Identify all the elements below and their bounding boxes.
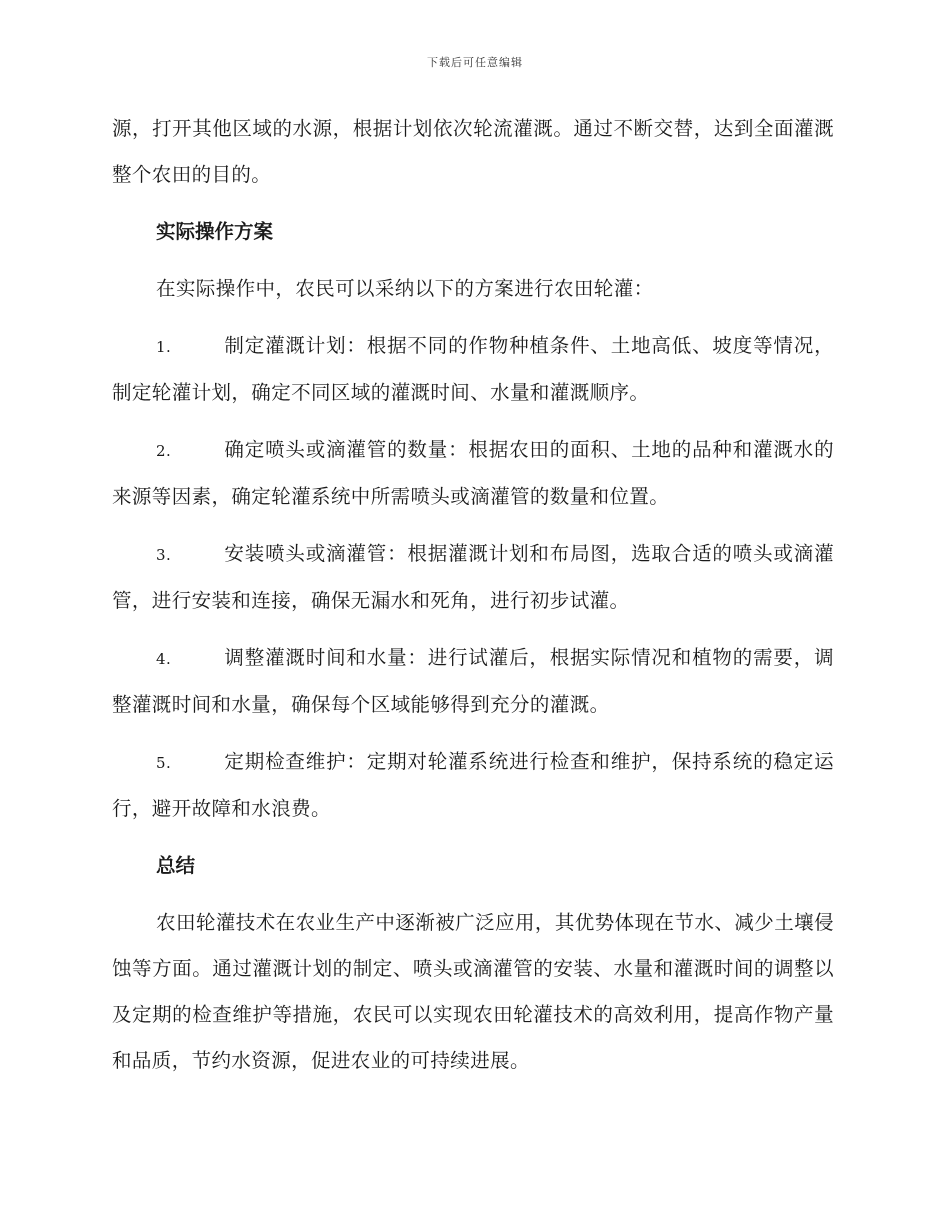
list-item [112,635,834,728]
document-body [112,106,834,1084]
list-item-number: 1. [156,338,172,356]
list-item-text: 定期检查维护：定期对轮灌系统进行检查和维护，保持系统的稳定运行，避开故障和水浪费。 [112,750,834,820]
list-item-text: 安装喷头或滴灌管：根据灌溉计划和布局图，选取合适的喷头或滴灌管，进行安装和连接，确保无漏水和死角，进行初步试灌。 [112,542,834,612]
list-item-number: 5. [156,754,172,772]
list-item-number: 3. [156,546,172,564]
intro-paragraph: 源，打开其他区域的水源，根据计划依次轮流灌溉。通过不断交替，达到全面灌溉整个农田的目的。 [112,117,834,186]
list-item-number: 4. [156,650,172,668]
list-item [112,427,834,520]
summary-paragraph: 农田轮灌技术在农业生产中逐渐被广泛应用，其优势体现在节水、减少土壤侵蚀等方面。通过灌溉计划的制定、喷头或滴灌管的安装、水量和灌溉时间的调整以及定期的检查维护等措施，农民可以实现农田轮灌技术的高效利用，提高作物产量和品质，节约水资源，促进农业的可持续进展。 [112,911,834,1072]
list-item-text: 调整灌溉时间和水量：进行试灌后，根据实际情况和植物的需要，调整灌溉时间和水量，确保每个区域能够得到充分的灌溉。 [112,646,834,716]
list-item-text: 确定喷头或滴灌管的数量：根据农田的面积、土地的品种和灌溉水的来源等因素，确定轮灌系统中所需喷头或滴灌管的数量和位置。 [112,438,834,508]
list-item [112,531,834,624]
section-heading-summary: 总结 [156,854,196,877]
list-item-number: 2. [156,442,172,460]
list-item [112,739,834,832]
section-lead-paragraph: 在实际操作中，农民可以采纳以下的方案进行农田轮灌： [156,277,654,300]
header-note: 下载后可任意编辑 [427,56,523,69]
section-heading-operation: 实际操作方案 [156,220,274,243]
list-item [112,323,834,416]
list-item-text: 制定灌溉计划：根据不同的作物种植条件、土地高低、坡度等情况，制定轮灌计划，确定不同区域的灌溉时间、水量和灌溉顺序。 [112,334,834,404]
